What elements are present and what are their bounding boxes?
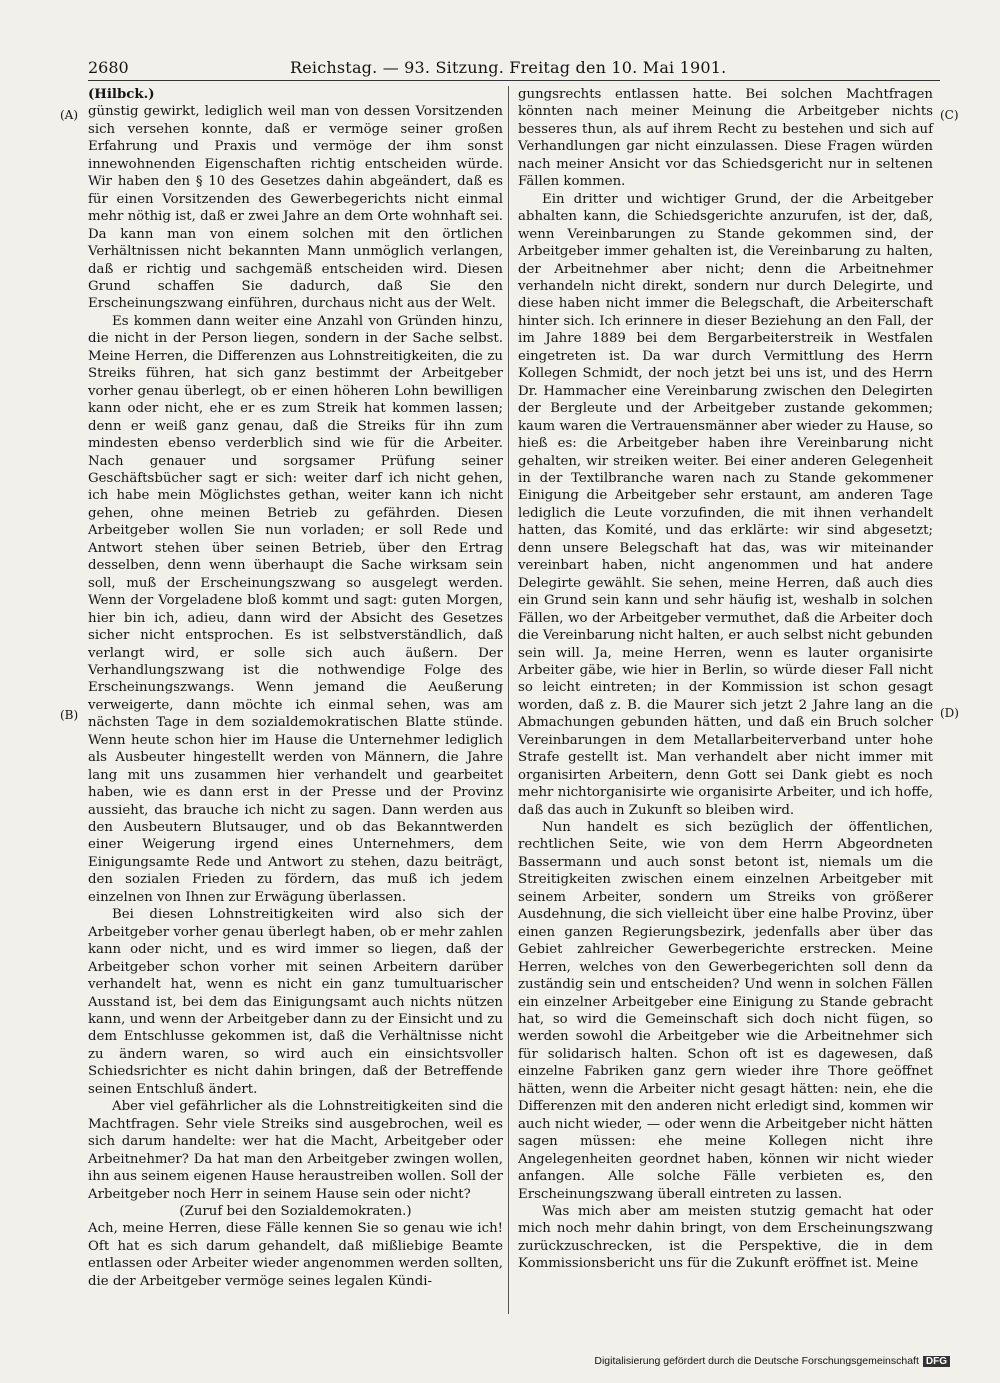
column-divider — [508, 86, 509, 1314]
paragraph: Was mich aber am meisten stutzig gemacht hat oder mich noch mehr dahin bringt, von dem Erscheinungszwang zurückzuschrecken, ist die Perspektive, die in dem Kommissionsbericht uns für die Zukunft eröffnet ist. Meine — [518, 1204, 933, 1272]
footer — [594, 1355, 950, 1367]
paragraph: gungsrechts entlassen hatte. Bei solchen Machtfragen könnten nach meiner Meinung die Arbeitgeber nichts besseres thun, als auf ihrem Recht zu bestehen und sich auf Verhandlungen gar nicht einzulassen. Diese Fragen würden nach meiner Ansicht vor das Schiedsgericht nur in seltenen Fällen kommen. — [518, 87, 933, 190]
paragraph: Ein dritter und wichtiger Grund, der die Arbeitgeber abhalten kann, die Schiedsgerichte anzurufen, ist der, daß, wenn Vereinbarungen zu Stande gekommen sind, der Arbeitgeber immer gehalten ist, die Vereinbarung zu halten, der Arbeitnehmer aber nicht; denn die Arbeitnehmer verhandeln nicht direkt, sondern nur durch Delegirte, und diese haben nicht immer die Belegschaft, die Arbeiterschaft hinter sich. Ich erinnere in dieser Beziehung an den Fall, der im Jahre 1889 bei dem Bergarbeiterstreik in Westfalen eingetreten ist. Da war durch Vermittlung des Herrn Kollegen Schmidt, der noch jetzt bei uns ist, und des Herrn Dr. Hammacher eine Vereinbarung zwischen den Delegirten der Bergleute und der Arbeitgeber zustande gekommen; kaum waren die Vertrauensmänner aber wieder zu Hause, so hieß es: die Arbeitgeber haben ihre Vereinbarung nicht gehalten, wir streiken weiter. Bei einer anderen Gelegenheit in der Textilbranche waren nach zu Stande gekommener Einigung die Arbeitgeber sehr erstaunt, am anderen Tage lediglich die Leute vorzufinden, die mit ihnen verhandelt hatten, das Komité, und das erklärte: wir sind abgesetzt; denn unsere Belegschaft hat das, was wir miteinander vereinbart haben, nicht angenommen und hat andere Delegirte gewählt. Sie sehen, meine Herren, daß auch dies ein Grund sein kann und sehr häufig ist, weshalb in solchen Fällen, wo der Arbeitgeber vermuthet, daß die Arbeiter doch die Vereinbarung nicht halten, er auch selbst nicht gebunden sein will. Ja, meine Herren, wenn es lauter organisirte Arbeiter gäbe, wie hier in Berlin, so würde dieser Fall nicht so leicht eintreten; in der Kommission ist schon gesagt worden, daß z. B. die Maurer sich jetzt 2 Jahre lang an die Abmachungen gebunden hätten, und daß ein Bruch solcher Vereinbarungen in dem Metallarbeiterverband unter hohe Strafe gestellt ist. Man verhandelt aber nicht immer mit organisirten Arbeitern, denn Gott sei Dank giebt es noch mehr nichtorganisirte wie organisirte Arbeiter, und ich hoffe, daß das auch in Zukunft so bleiben wird. — [518, 191, 933, 818]
left-column — [88, 86, 503, 1290]
margin-marker-a: (A) — [60, 108, 79, 122]
page-number: 2680 — [88, 58, 129, 77]
dfg-logo: DFG — [923, 1356, 950, 1367]
footer-text: Digitalisierung gefördert durch die Deutsche Forschungsgemeinschaft — [594, 1355, 919, 1367]
running-head: Reichstag. — 93. Sitzung. Freitag den 10. Mai 1901. — [290, 58, 727, 77]
speaker-name: (Hilbck.) — [88, 87, 155, 102]
paragraph: Bei diesen Lohnstreitigkeiten wird also sich der Arbeitgeber vorher genau überlegt haben, ob er mehr zahlen kann oder nicht, und es wird immer so liegen, daß der Arbeitgeber schon vorher mit seinen Arbeitern darüber verhandelt hat, wenn es nicht ein ganz tumultuarischer Ausstand ist, bei dem das Einigungsamt auch nichts nützen kann, und wenn der Arbeitgeber dann zu der Einsicht und zu dem Entschlusse gekommen ist, daß die Verhältnisse nicht zu ändern waren, so wird auch ein einsichtsvoller Schiedsrichter es nicht dahin bringen, daß der Betreffende seinen Entschluß ändert. — [88, 907, 503, 1097]
header-rule — [88, 80, 940, 81]
margin-marker-c: (C) — [940, 108, 959, 122]
paragraph: Es kommen dann weiter eine Anzahl von Gründen hinzu, die nicht in der Person liegen, sondern in der Sache selbst. Meine Herren, die Differenzen aus Lohnstreitigkeiten, die zu Streiks führen, hat sich ganz bestimmt der Arbeitgeber vorher genau überlegt, ob er einen höheren Lohn bewilligen kann oder nicht, ehe er es zum Streik hat kommen lassen; denn er weiß ganz genau, daß die Streiks für ihn zum mindesten ebenso verderblich sind wie für die Arbeiter. Nach genauer und sorgsamer Prüfung seiner Geschäftsbücher sagt er sich: weiter darf ich nicht gehen, ich habe mein Möglichstes gethan, weiter kann ich nicht gehen, ohne meinen Betrieb zu gefährden. Diesen Arbeitgeber wollen Sie nun vorladen; er soll Rede und Antwort stehen über seinen Betrieb, über den Ertrag desselben, denn wenn überhaupt die Sache wirksam sein soll, muß der Erscheinungszwang so ausgelegt werden. Wenn der Vorgeladene bloß kommt und sagt: guten Morgen, hier bin ich, adieu, dann wird der Absicht des Gesetzes sicher nicht entsprochen. Es ist selbstverständlich, daß verlangt wird, er solle sich auch äußern. Der Verhandlungszwang ist die nothwendige Folge des Erscheinungszwangs. Wenn jemand die Aeußerung verweigerte, dann möchte ich einmal sehen, was am nächsten Tage in dem sozialdemokratischen Blatte stünde. Wenn heute schon hier im Hause die Unternehmer lediglich als Ausbeuter hingestellt werden von Männern, die Jahre lang mit uns zusammen hier verhandelt und gearbeitet haben, wie es dann erst in der Presse und der Provinz aussieht, das brauche ich nicht zu sagen. Dann werden aus den Ausbeutern Blutsauger, und ob das Bekanntwerden einer Weigerung irgend eines Unternehmers, dem Einigungsamte Rede und Antwort zu stehen, dazu beiträgt, den sozialen Frieden zu fördern, das muß ich jedem einzelnen von Ihnen zur Erwägung überlassen. — [88, 313, 503, 905]
right-column — [518, 86, 933, 1273]
paragraph: Nun handelt es sich bezüglich der öffentlichen, rechtlichen Seite, wie von dem Herrn Abgeordneten Bassermann und auch sonst betont ist, niemals um die Streitigkeiten zwischen einem einzelnen Arbeitgeber mit seinem Arbeiter, sondern um Streiks von größerer Ausdehnung, die sich vielleicht über eine halbe Provinz, über einen ganzen Regierungsbezirk, jedenfalls aber über das Gebiet zahlreicher Gewerbegerichte erstrecken. Meine Herren, welches von den Gewerbegerichten soll denn da zuständig sein und entscheiden? Und wenn in solchen Fällen ein einzelner Arbeitgeber eine Einigung zu Stande gebracht hat, so wird die Gemeinschaft sich doch nicht fügen, so werden sowohl die Arbeitgeber wie die Arbeitnehmer sich für solidarisch halten. Schon oft ist es dagewesen, daß einzelne Fabriken ganz gern wieder ihre Thore geöffnet hätten, wenn die Arbeiter nicht gesagt hätten: nein, ehe die Differenzen mit den anderen nicht erledigt sind, kommen wir auch nicht wieder, — oder wenn die Arbeitgeber nicht hätten sagen müssen: ehe meine Kollegen nicht ihre Angelegenheiten geordnet haben, können wir nicht wieder anfangen. Alle solche Fälle verbieten es, den Erscheinungszwang überall eintreten zu lassen. — [518, 820, 933, 1202]
interjection: (Zuruf bei den Sozialdemokraten.) — [179, 1204, 412, 1219]
margin-marker-b: (B) — [60, 708, 79, 722]
paragraph: günstig gewirkt, lediglich weil man von dessen Vorsitzenden sich versehen konnte, daß er vermöge seiner großen Erfahrung und Praxis und vermöge der ihm sonst innewohnenden Eigenschaften richtig entscheiden würde. Wir haben den § 10 des Gesetzes dahin abgeändert, daß es für einen Vorsitzenden des Gewerbegerichts nicht einmal mehr nöthig ist, daß er zwei Jahre an dem Orte wohnhaft sei. Da kann man von einem solchen mit den örtlichen Verhältnissen nicht bekannten Mann unmöglich verlangen, daß er richtig und sachgemäß entscheiden wird. Diesen Grund schaffen Sie dadurch, daß Sie den Erscheinungszwang einführen, durchaus nicht aus der Welt. — [88, 104, 503, 312]
margin-marker-d: (D) — [940, 706, 959, 720]
paragraph: Aber viel gefährlicher als die Lohnstreitigkeiten sind die Machtfragen. Sehr viele Streiks sind ausgebrochen, weil es sich darum handelte: wer hat die Macht, Arbeitgeber oder Arbeitnehmer? Da hat man den Arbeitgeber zwingen wollen, ihn aus seinem eigenen Hause heraustreiben wollen. Soll der Arbeitgeber noch Herr in seinem Hause sein oder nicht? — [88, 1099, 503, 1202]
paragraph: Ach, meine Herren, diese Fälle kennen Sie so genau wie ich! Oft hat es sich darum gehandelt, daß mißliebige Beamte entlassen oder Arbeiter wieder angenommen werden sollten, die der Arbeitgeber vermöge seines legalen Kündi- — [88, 1221, 503, 1289]
